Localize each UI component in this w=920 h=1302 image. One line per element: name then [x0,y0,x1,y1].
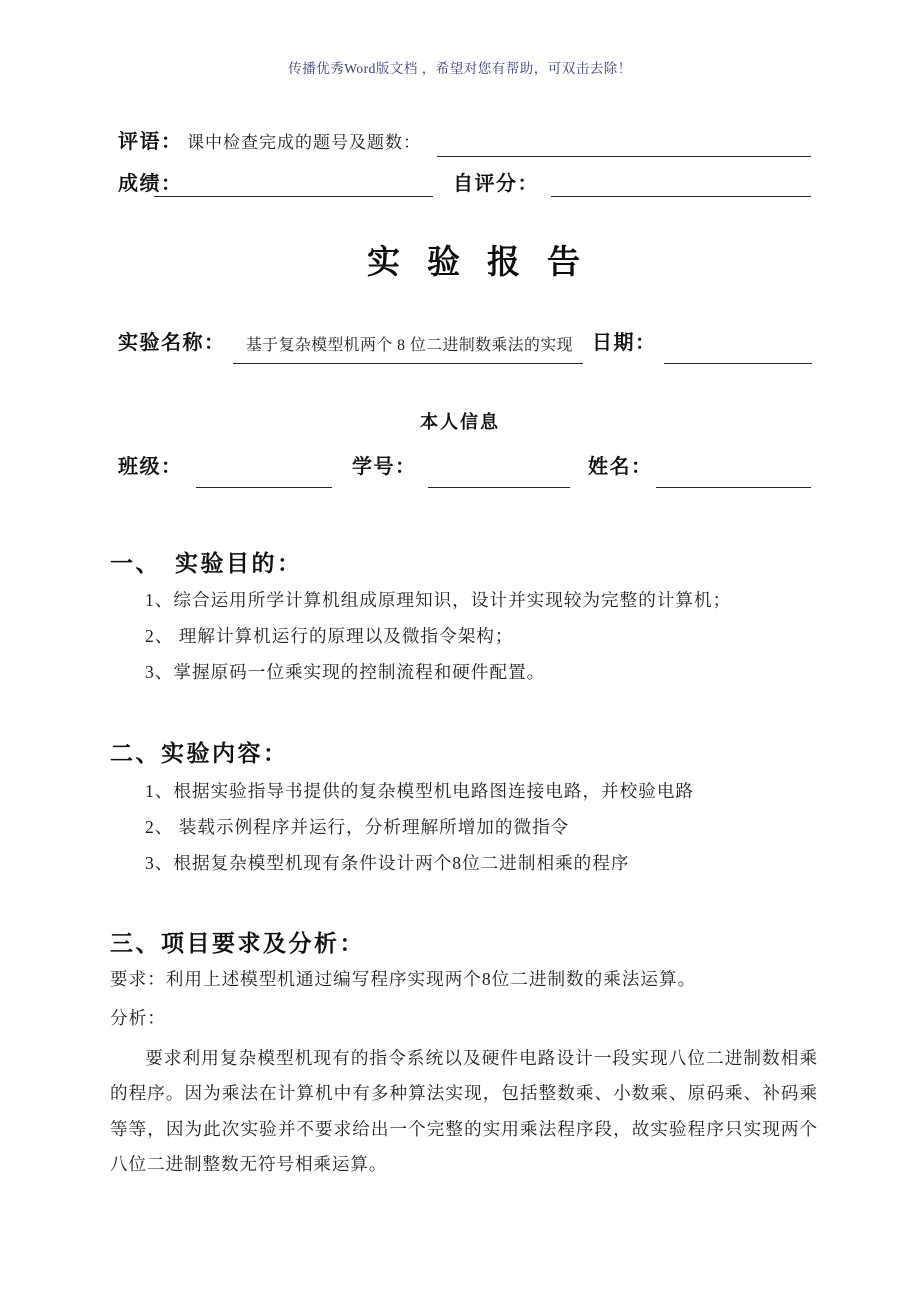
section-2-heading: 二、实验内容： [110,741,289,766]
section-2-item: 2、 装载示例程序并运行，分析理解所增加的微指令 [145,817,570,837]
date-blank-field[interactable] [664,363,812,364]
score-blank-field[interactable] [154,196,433,197]
self-score-label: 自评分： [453,173,539,195]
section-2-item: 3、根据复杂模型机现有条件设计两个8位二进制相乘的程序 [145,853,630,873]
experiment-name-value: 基于复杂模型机两个 8 位二进制数乘法的实现 [246,337,573,354]
analysis-label: 分析： [110,1008,166,1028]
section-1-item: 3、掌握原码一位乘实现的控制流程和硬件配置。 [145,662,546,682]
student-id-label: 学号： [352,456,417,478]
comment-label: 评语： [118,131,183,153]
requirement-text: 要求：利用上述模型机通过编写程序实现两个8位二进制数的乘法运算。 [110,969,697,989]
class-label: 班级： [118,456,183,478]
section-3-heading: 三、项目要求及分析： [110,931,365,956]
class-blank-field[interactable] [196,487,332,488]
section-1-heading: 一、 实验目的： [110,551,303,576]
student-id-blank-field[interactable] [428,487,570,488]
report-title: 实验报告 [367,245,607,281]
personal-info-heading: 本人信息 [420,412,500,432]
self-score-blank-field[interactable] [551,196,811,197]
section-1-item: 1、综合运用所学计算机组成原理知识，设计并实现较为完整的计算机； [145,590,732,610]
experiment-name-label: 实验名称： [118,332,226,354]
section-1-item: 2、 理解计算机运行的原理以及微指令架构； [145,626,514,646]
experiment-name-blank-field[interactable] [233,363,583,364]
score-label: 成绩： [118,173,183,195]
analysis-paragraph: 要求利用复杂模型机现有的指令系统以及硬件电路设计一段实现八位二进制数相乘的程序。因为乘法在计算机中有多种算法实现，包括整数乘、小数乘、原码乘、补码乘等等，因为此次实验并不要求给出一个完整的实用乘法程序段，故实验程序只实现两个八位二进制整数无符号相乘运算。 [110,1048,818,1175]
date-label: 日期： [592,332,657,354]
promo-notice[interactable]: 传播优秀Word版文档 ，希望对您有帮助，可双击去除！ [288,61,632,76]
name-blank-field[interactable] [656,487,811,488]
name-label: 姓名： [588,456,653,478]
comment-prompt: 课中检查完成的题号及题数： [187,133,421,152]
section-2-item: 1、根据实验指导书提供的复杂模型机电路图连接电路，并校验电路 [145,781,695,801]
comment-blank-field[interactable] [437,156,811,157]
